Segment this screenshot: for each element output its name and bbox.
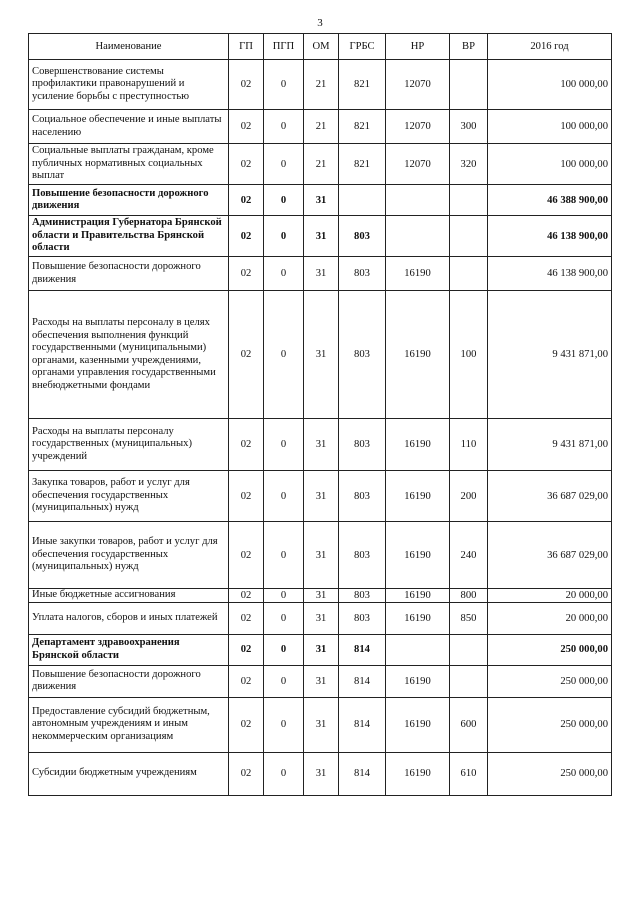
cell-nr: 16190 xyxy=(386,522,450,589)
cell-amount: 46 388 900,00 xyxy=(488,185,612,216)
table-row xyxy=(29,291,612,419)
cell-pgp: 0 xyxy=(264,291,304,419)
cell-gp: 02 xyxy=(229,522,264,589)
cell-nr xyxy=(386,185,450,216)
cell-pgp: 0 xyxy=(264,665,304,697)
cell-vr: 100 xyxy=(450,291,488,419)
column-header-om: ОМ xyxy=(304,34,339,60)
cell-amount: 250 000,00 xyxy=(488,665,612,697)
cell-amount: 20 000,00 xyxy=(488,602,612,634)
cell-name: Расходы на выплаты персоналу в целях обеспечения выполнения функций государственными (муниципальными) органами, казенными учреждениями, органами управления государственными внебюджетными фондами xyxy=(29,291,229,419)
cell-nr: 16190 xyxy=(386,471,450,522)
cell-pgp: 0 xyxy=(264,419,304,471)
cell-gp: 02 xyxy=(229,216,264,257)
cell-name: Иные закупки товаров, работ и услуг для обеспечения государственных (муниципальных) нужд xyxy=(29,522,229,589)
cell-gp: 02 xyxy=(229,602,264,634)
column-header-year: 2016 год xyxy=(488,34,612,60)
cell-vr: 850 xyxy=(450,602,488,634)
cell-name: Повышение безопасности дорожного движения xyxy=(29,185,229,216)
cell-grbs: 814 xyxy=(339,665,386,697)
cell-pgp: 0 xyxy=(264,697,304,752)
table-row xyxy=(29,110,612,144)
cell-om: 31 xyxy=(304,589,339,603)
cell-amount: 250 000,00 xyxy=(488,634,612,665)
column-header-nr: НР xyxy=(386,34,450,60)
cell-grbs: 814 xyxy=(339,752,386,795)
cell-om: 21 xyxy=(304,60,339,110)
cell-pgp: 0 xyxy=(264,144,304,185)
cell-vr: 800 xyxy=(450,589,488,603)
cell-gp: 02 xyxy=(229,634,264,665)
cell-om: 31 xyxy=(304,291,339,419)
cell-gp: 02 xyxy=(229,110,264,144)
cell-vr: 200 xyxy=(450,471,488,522)
cell-nr: 16190 xyxy=(386,291,450,419)
cell-vr xyxy=(450,665,488,697)
cell-om: 31 xyxy=(304,419,339,471)
cell-name: Совершенствование системы профилактики правонарушений и усиление борьбы с преступностью xyxy=(29,60,229,110)
cell-om: 31 xyxy=(304,257,339,291)
table-row xyxy=(29,257,612,291)
cell-gp: 02 xyxy=(229,185,264,216)
cell-om: 31 xyxy=(304,522,339,589)
page-number: 3 xyxy=(317,17,323,29)
cell-nr: 16190 xyxy=(386,589,450,603)
column-header-pgp: ПГП xyxy=(264,34,304,60)
table-row xyxy=(29,522,612,589)
budget-table xyxy=(28,33,612,796)
cell-vr xyxy=(450,60,488,110)
cell-vr: 300 xyxy=(450,110,488,144)
cell-name: Администрация Губернатора Брянской области и Правительства Брянской области xyxy=(29,216,229,257)
cell-name: Социальное обеспечение и иные выплаты населению xyxy=(29,110,229,144)
table-row xyxy=(29,665,612,697)
table-row xyxy=(29,144,612,185)
cell-nr xyxy=(386,634,450,665)
cell-nr: 16190 xyxy=(386,602,450,634)
table-row xyxy=(29,216,612,257)
cell-grbs: 803 xyxy=(339,522,386,589)
table-row xyxy=(29,419,612,471)
cell-grbs: 821 xyxy=(339,110,386,144)
cell-vr xyxy=(450,216,488,257)
cell-nr: 12070 xyxy=(386,110,450,144)
table-row xyxy=(29,185,612,216)
cell-pgp: 0 xyxy=(264,185,304,216)
cell-pgp: 0 xyxy=(264,602,304,634)
cell-grbs: 814 xyxy=(339,634,386,665)
cell-vr xyxy=(450,185,488,216)
cell-amount: 100 000,00 xyxy=(488,60,612,110)
cell-name: Повышение безопасности дорожного движения xyxy=(29,257,229,291)
cell-vr xyxy=(450,257,488,291)
cell-vr xyxy=(450,634,488,665)
cell-pgp: 0 xyxy=(264,589,304,603)
cell-grbs: 803 xyxy=(339,602,386,634)
cell-om: 21 xyxy=(304,144,339,185)
cell-grbs: 803 xyxy=(339,257,386,291)
cell-pgp: 0 xyxy=(264,634,304,665)
table-header-row xyxy=(29,34,612,60)
cell-amount: 9 431 871,00 xyxy=(488,419,612,471)
cell-gp: 02 xyxy=(229,144,264,185)
cell-gp: 02 xyxy=(229,257,264,291)
cell-vr: 240 xyxy=(450,522,488,589)
cell-name: Повышение безопасности дорожного движения xyxy=(29,665,229,697)
cell-om: 21 xyxy=(304,110,339,144)
cell-name: Департамент здравоохранения Брянской области xyxy=(29,634,229,665)
cell-vr: 610 xyxy=(450,752,488,795)
cell-nr: 12070 xyxy=(386,144,450,185)
cell-om: 31 xyxy=(304,665,339,697)
cell-nr: 12070 xyxy=(386,60,450,110)
cell-om: 31 xyxy=(304,216,339,257)
cell-amount: 46 138 900,00 xyxy=(488,216,612,257)
cell-pgp: 0 xyxy=(264,257,304,291)
column-header-gp: ГП xyxy=(229,34,264,60)
cell-gp: 02 xyxy=(229,697,264,752)
cell-grbs: 803 xyxy=(339,471,386,522)
cell-om: 31 xyxy=(304,634,339,665)
cell-grbs: 803 xyxy=(339,589,386,603)
cell-vr: 600 xyxy=(450,697,488,752)
cell-amount: 250 000,00 xyxy=(488,752,612,795)
cell-om: 31 xyxy=(304,185,339,216)
cell-pgp: 0 xyxy=(264,522,304,589)
table-row xyxy=(29,589,612,603)
cell-nr xyxy=(386,216,450,257)
cell-name: Социальные выплаты гражданам, кроме публичных нормативных социальных выплат xyxy=(29,144,229,185)
cell-nr: 16190 xyxy=(386,419,450,471)
cell-name: Иные бюджетные ассигнования xyxy=(29,589,229,603)
cell-amount: 36 687 029,00 xyxy=(488,471,612,522)
cell-grbs: 814 xyxy=(339,697,386,752)
table-row xyxy=(29,752,612,795)
cell-nr: 16190 xyxy=(386,752,450,795)
cell-grbs: 803 xyxy=(339,419,386,471)
cell-grbs: 821 xyxy=(339,144,386,185)
cell-gp: 02 xyxy=(229,752,264,795)
cell-vr: 320 xyxy=(450,144,488,185)
cell-grbs xyxy=(339,185,386,216)
table-row xyxy=(29,602,612,634)
table-row xyxy=(29,471,612,522)
table-body xyxy=(29,60,612,796)
cell-pgp: 0 xyxy=(264,752,304,795)
cell-gp: 02 xyxy=(229,60,264,110)
cell-pgp: 0 xyxy=(264,60,304,110)
cell-nr: 16190 xyxy=(386,697,450,752)
cell-gp: 02 xyxy=(229,291,264,419)
column-header-vr: ВР xyxy=(450,34,488,60)
cell-amount: 250 000,00 xyxy=(488,697,612,752)
cell-gp: 02 xyxy=(229,419,264,471)
cell-amount: 36 687 029,00 xyxy=(488,522,612,589)
cell-om: 31 xyxy=(304,602,339,634)
cell-vr: 110 xyxy=(450,419,488,471)
column-header-name: Наименование xyxy=(29,34,229,60)
cell-pgp: 0 xyxy=(264,110,304,144)
cell-name: Закупка товаров, работ и услуг для обеспечения государственных (муниципальных) нужд xyxy=(29,471,229,522)
cell-gp: 02 xyxy=(229,665,264,697)
cell-amount: 20 000,00 xyxy=(488,589,612,603)
cell-name: Предоставление субсидий бюджетным, автономным учреждениям и иным некоммерческим организациям xyxy=(29,697,229,752)
cell-gp: 02 xyxy=(229,471,264,522)
cell-om: 31 xyxy=(304,697,339,752)
cell-amount: 100 000,00 xyxy=(488,110,612,144)
cell-name: Субсидии бюджетным учреждениям xyxy=(29,752,229,795)
cell-pgp: 0 xyxy=(264,471,304,522)
cell-nr: 16190 xyxy=(386,665,450,697)
cell-name: Расходы на выплаты персоналу государственных (муниципальных) учреждений xyxy=(29,419,229,471)
cell-pgp: 0 xyxy=(264,216,304,257)
cell-name: Уплата налогов, сборов и иных платежей xyxy=(29,602,229,634)
cell-nr: 16190 xyxy=(386,257,450,291)
cell-grbs: 803 xyxy=(339,291,386,419)
table-row xyxy=(29,634,612,665)
table-row xyxy=(29,60,612,110)
cell-amount: 9 431 871,00 xyxy=(488,291,612,419)
column-header-grbs: ГРБС xyxy=(339,34,386,60)
cell-grbs: 803 xyxy=(339,216,386,257)
cell-grbs: 821 xyxy=(339,60,386,110)
cell-om: 31 xyxy=(304,752,339,795)
cell-om: 31 xyxy=(304,471,339,522)
cell-gp: 02 xyxy=(229,589,264,603)
table-row xyxy=(29,697,612,752)
cell-amount: 46 138 900,00 xyxy=(488,257,612,291)
cell-amount: 100 000,00 xyxy=(488,144,612,185)
